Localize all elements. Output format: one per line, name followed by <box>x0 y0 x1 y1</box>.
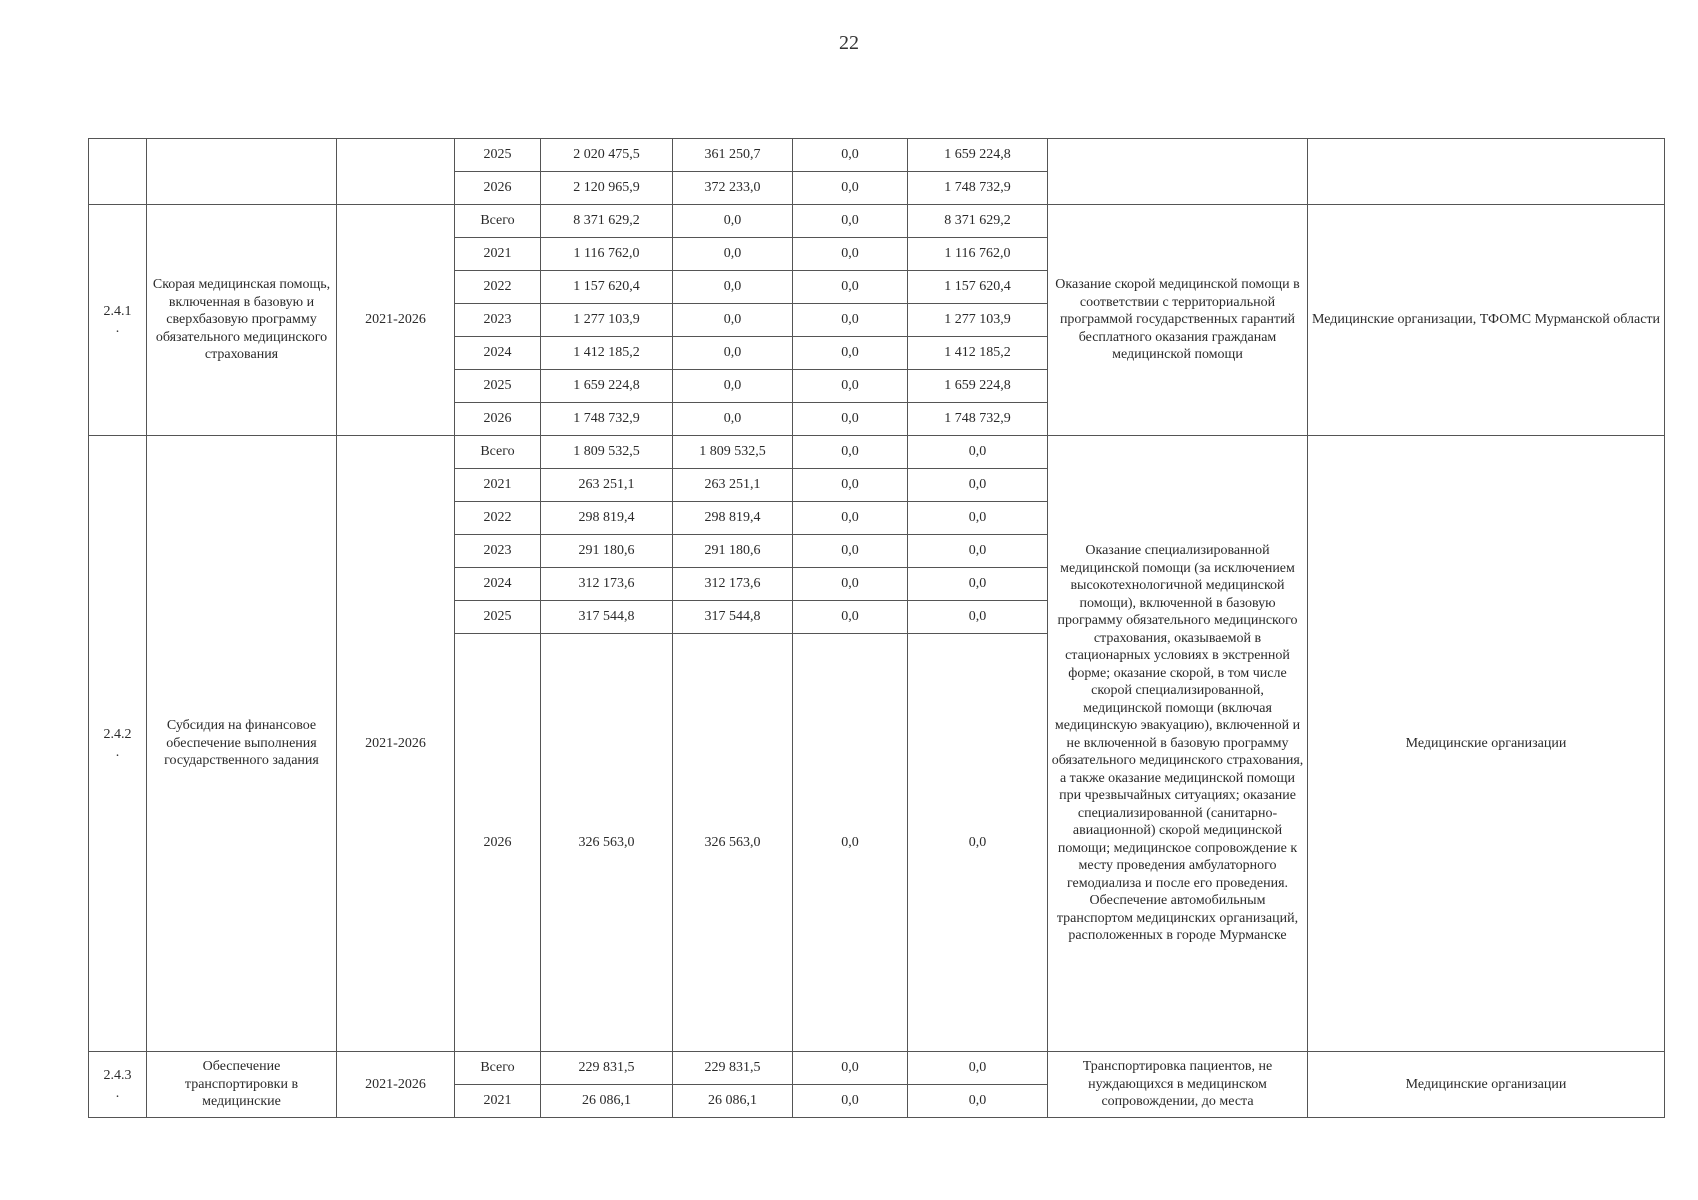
cell-federal: 0,0 <box>793 502 908 535</box>
cell-year: Всего <box>455 205 541 238</box>
cell-regional: 326 563,0 <box>673 634 793 1052</box>
item-code-243: 2.4.3 . <box>89 1052 147 1118</box>
cell-year: 2025 <box>455 139 541 172</box>
item-result-243: Транспортировка пациентов, не нуждающихся в медицинском сопровождении, до места <box>1048 1052 1308 1118</box>
cell-year: 2025 <box>455 370 541 403</box>
item-result-241: Оказание скорой медицинской помощи в соответствии с территориальной программой государственных гарантий бесплатного оказания гражданам медицинской помощи <box>1048 205 1308 436</box>
cell-year: 2021 <box>455 1085 541 1118</box>
cell-tfoms: 1 412 185,2 <box>908 337 1048 370</box>
cell-tfoms: 1 659 224,8 <box>908 370 1048 403</box>
cell-total: 263 251,1 <box>541 469 673 502</box>
cell-regional: 0,0 <box>673 304 793 337</box>
table-row <box>89 1052 1665 1085</box>
cell-tfoms: 0,0 <box>908 535 1048 568</box>
cell-regional: 0,0 <box>673 337 793 370</box>
cell-regional: 372 233,0 <box>673 172 793 205</box>
cell-federal: 0,0 <box>793 601 908 634</box>
item-name-241: Скорая медицинская помощь, включенная в базовую и сверхбазовую программу обязательного медицинского страхования <box>147 205 337 436</box>
cell-federal: 0,0 <box>793 568 908 601</box>
cell-tfoms: 1 116 762,0 <box>908 238 1048 271</box>
cell-total: 1 809 532,5 <box>541 436 673 469</box>
cell-tfoms: 0,0 <box>908 634 1048 1052</box>
cell-year: 2024 <box>455 568 541 601</box>
cell-year: Всего <box>455 436 541 469</box>
cell-federal: 0,0 <box>793 337 908 370</box>
item-executor-242: Медицинские организации <box>1308 436 1665 1052</box>
cell-year: 2026 <box>455 172 541 205</box>
cell-total: 229 831,5 <box>541 1052 673 1085</box>
cell-federal: 0,0 <box>793 535 908 568</box>
cell-regional: 317 544,8 <box>673 601 793 634</box>
cell-regional: 26 086,1 <box>673 1085 793 1118</box>
item-code-241: 2.4.1 . <box>89 205 147 436</box>
cell-tfoms: 0,0 <box>908 568 1048 601</box>
cell-total: 1 157 620,4 <box>541 271 673 304</box>
cell-year: 2021 <box>455 238 541 271</box>
cell-regional: 1 809 532,5 <box>673 436 793 469</box>
cell-federal: 0,0 <box>793 271 908 304</box>
cell-federal: 0,0 <box>793 172 908 205</box>
cell-federal: 0,0 <box>793 469 908 502</box>
cell-regional: 229 831,5 <box>673 1052 793 1085</box>
cell-total: 8 371 629,2 <box>541 205 673 238</box>
item-period-243: 2021-2026 <box>337 1052 455 1118</box>
cell-total: 298 819,4 <box>541 502 673 535</box>
cell-year: 2024 <box>455 337 541 370</box>
item-code-242: 2.4.2 . <box>89 436 147 1052</box>
item-period-242: 2021-2026 <box>337 436 455 1052</box>
cell-year: 2022 <box>455 271 541 304</box>
cell-federal: 0,0 <box>793 304 908 337</box>
cell-regional: 263 251,1 <box>673 469 793 502</box>
cell-federal: 0,0 <box>793 1085 908 1118</box>
cell-tfoms: 0,0 <box>908 436 1048 469</box>
cell-name-empty <box>147 139 337 205</box>
cell-regional: 312 173,6 <box>673 568 793 601</box>
cell-total: 1 412 185,2 <box>541 337 673 370</box>
cell-year: Всего <box>455 1052 541 1085</box>
item-period-241: 2021-2026 <box>337 205 455 436</box>
cell-total: 1 659 224,8 <box>541 370 673 403</box>
page-number: 22 <box>839 32 859 54</box>
cell-total: 317 544,8 <box>541 601 673 634</box>
cell-regional: 0,0 <box>673 205 793 238</box>
item-name-243: Обеспечение транспортировки в медицинские <box>147 1052 337 1118</box>
cell-total: 2 020 475,5 <box>541 139 673 172</box>
table-row <box>89 436 1665 469</box>
cell-regional: 0,0 <box>673 370 793 403</box>
cell-regional: 0,0 <box>673 403 793 436</box>
cell-federal: 0,0 <box>793 205 908 238</box>
cell-tfoms: 0,0 <box>908 601 1048 634</box>
cell-federal: 0,0 <box>793 238 908 271</box>
cell-federal: 0,0 <box>793 139 908 172</box>
cell-year: 2026 <box>455 403 541 436</box>
cell-year: 2022 <box>455 502 541 535</box>
cell-code-empty <box>89 139 147 205</box>
cell-tfoms: 0,0 <box>908 1085 1048 1118</box>
cell-federal: 0,0 <box>793 634 908 1052</box>
cell-total: 291 180,6 <box>541 535 673 568</box>
cell-tfoms: 0,0 <box>908 469 1048 502</box>
cell-tfoms: 0,0 <box>908 502 1048 535</box>
cell-federal: 0,0 <box>793 370 908 403</box>
cell-tfoms: 1 659 224,8 <box>908 139 1048 172</box>
cell-result-empty <box>1048 139 1308 205</box>
cell-federal: 0,0 <box>793 436 908 469</box>
item-name-242: Субсидия на финансовое обеспечение выполнения государственного задания <box>147 436 337 1052</box>
cell-year: 2025 <box>455 601 541 634</box>
cell-total: 326 563,0 <box>541 634 673 1052</box>
cell-regional: 298 819,4 <box>673 502 793 535</box>
cell-federal: 0,0 <box>793 403 908 436</box>
cell-year: 2023 <box>455 304 541 337</box>
cell-regional: 361 250,7 <box>673 139 793 172</box>
item-result-242: Оказание специализированной медицинской помощи (за исключением высокотехнологичной медицинской помощи), включенной в базовую программу обязательного медицинского страхования, оказываемой в стационарных условиях в экстренной форме; оказание скорой, в том числе скорой специализированной, медицинской помощи (включая медицинскую эвакуацию), включенной и не включенной в базовую программу обязательного медицинского страхования, а также оказание медицинской помощи при чрезвычайных ситуациях; оказание специализированной (санитарно-авиационной) скорой медицинской помощи; медицинское сопровождение к месту проведения амбулаторного гемодиализа и после его проведения. Обеспечение автомобильным транспортом медицинских организаций, расположенных в городе Мурманске <box>1048 436 1308 1052</box>
cell-executor-empty <box>1308 139 1665 205</box>
cell-total: 1 277 103,9 <box>541 304 673 337</box>
cell-total: 2 120 965,9 <box>541 172 673 205</box>
cell-tfoms: 1 748 732,9 <box>908 403 1048 436</box>
item-executor-241: Медицинские организации, ТФОМС Мурманской области <box>1308 205 1665 436</box>
cell-total: 1 116 762,0 <box>541 238 673 271</box>
table-row <box>89 139 1665 172</box>
cell-year: 2023 <box>455 535 541 568</box>
cell-tfoms: 1 277 103,9 <box>908 304 1048 337</box>
cell-tfoms: 1 748 732,9 <box>908 172 1048 205</box>
cell-regional: 0,0 <box>673 271 793 304</box>
cell-year: 2021 <box>455 469 541 502</box>
cell-total: 1 748 732,9 <box>541 403 673 436</box>
cell-federal: 0,0 <box>793 1052 908 1085</box>
budget-table <box>88 138 1665 1118</box>
table-row <box>89 205 1665 238</box>
cell-tfoms: 0,0 <box>908 1052 1048 1085</box>
cell-total: 312 173,6 <box>541 568 673 601</box>
item-executor-243: Медицинские организации <box>1308 1052 1665 1118</box>
cell-regional: 291 180,6 <box>673 535 793 568</box>
cell-period-empty <box>337 139 455 205</box>
cell-year: 2026 <box>455 634 541 1052</box>
cell-regional: 0,0 <box>673 238 793 271</box>
cell-total: 26 086,1 <box>541 1085 673 1118</box>
cell-tfoms: 8 371 629,2 <box>908 205 1048 238</box>
cell-tfoms: 1 157 620,4 <box>908 271 1048 304</box>
